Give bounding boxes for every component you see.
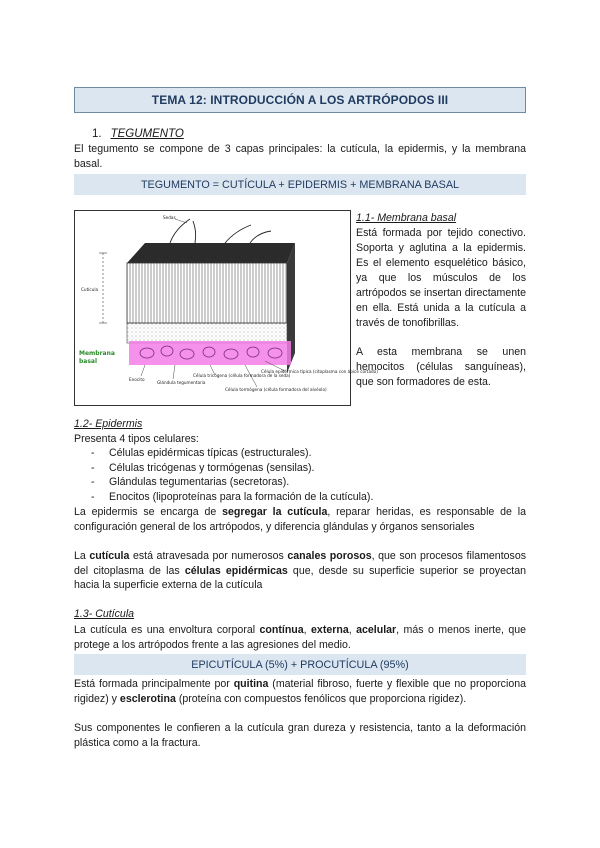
label-membrana: Membrana [79, 350, 115, 357]
label-tormogena: Célula tormógena (célula formadora del alvéolo) [225, 387, 327, 392]
label-glandula: Glándula tegumentaria [157, 380, 206, 385]
cuticula-heading: 1.3- Cutícula [74, 608, 135, 620]
page-title: TEMA 12: INTRODUCCIÓN A LOS ARTRÓPODOS III [151, 93, 449, 107]
title-box [74, 87, 526, 113]
membrana-basal-highlight [129, 341, 291, 365]
cuticle-top [127, 243, 295, 263]
section-number: 1. [92, 128, 102, 140]
intro-paragraph: El tegumento se compone de 3 capas principales: la cutícula, la epidermis, y la membrana basal. [74, 143, 526, 170]
membrana-text-2: A esta membrana se unen hemocitos (células sanguíneas), que son formadores de esta. [356, 346, 526, 388]
tegumento-formula: TEGUMENTO = CUTÍCULA + EPIDERMIS + MEMBRANA BASAL [140, 178, 460, 191]
section-heading-tegumento [92, 128, 184, 140]
label-tricogena: Célula tricógena (célula formadora de la seda) [193, 373, 291, 378]
cuticula-formula: EPICUTÍCULA (5%) + PROCUTÍCULA (95%) [191, 658, 409, 671]
list-item: - Glándulas tegumentarias (secretoras). [91, 475, 373, 490]
label-epidermica: Célula epidérmica típica (citoplasma con ápice cortado) [261, 369, 378, 374]
cuticula-paragraph-2: Está formada principalmente por quitina (material fibroso, fuerte y flexible que no proporciona rigidez) y esclerotina (proteína con compuestos fenólicos que proporciona rigidez). [74, 678, 527, 705]
epidermis-layer [127, 323, 287, 343]
epidermis-intro: Presenta 4 tipos celulares: [74, 433, 199, 445]
cuticula-paragraph-1: La cutícula es una envoltura corporal contínua, externa, acelular, más o menos inerte, que protege a los artrópodos frente a las agresiones del medio. [74, 624, 527, 651]
cell-type-list [91, 446, 373, 504]
epidermis-paragraph-1: La epidermis se encarga de segregar la cutícula, reparar heridas, es responsable de la configuración general de los artrópodos, y diferencia glándulas y órganos sensoriales [74, 506, 526, 533]
tegument-diagram [74, 210, 378, 406]
list-item: - Células epidérmicas típicas (estructurales). [91, 446, 373, 461]
label-sedas: Sedas [163, 215, 176, 220]
membrana-text-1: Está formada por tejido conectivo. Soporta y aglutina a la epidermis. Es el elemento esquelético básico, ya que los músculos de los artrópodos se insertan directamente en ella. Está unida a la cutícula a través de tonofibrillas. [356, 227, 526, 329]
tegument-illustration [75, 211, 378, 407]
cuticula-formula-box [74, 654, 526, 675]
membrana-heading: 1.1- Membrana basal [356, 212, 457, 224]
section-title: TEGUMENTO [110, 128, 184, 140]
list-item: - Células tricógenas y tormógenas (sensilas). [91, 461, 373, 476]
label-cuticula: Cutícula [81, 287, 99, 292]
list-item: - Enocitos (lipoproteínas para la formación de la cutícula). [91, 490, 373, 505]
membrana-basal-section [356, 211, 526, 390]
tegumento-formula-box [74, 174, 526, 195]
epidermis-paragraph-2: La cutícula está atravesada por numerosos canales porosos, que son procesos filamentosos del citoplasma de las células epidérmicas que, desde su superficie superior se proyectan hacia la superficie externa de la cutícula [74, 550, 527, 591]
cuticula-paragraph-3: Sus componentes le confieren a la cutícula gran dureza y resistencia, tanto a la deformación plástica como a la fractura. [74, 722, 526, 749]
label-enocito: Enocito [129, 377, 145, 382]
label-basal: basal [79, 358, 98, 365]
cuticle-layer [127, 263, 287, 323]
epidermis-heading: 1.2- Epidermis [74, 418, 143, 430]
